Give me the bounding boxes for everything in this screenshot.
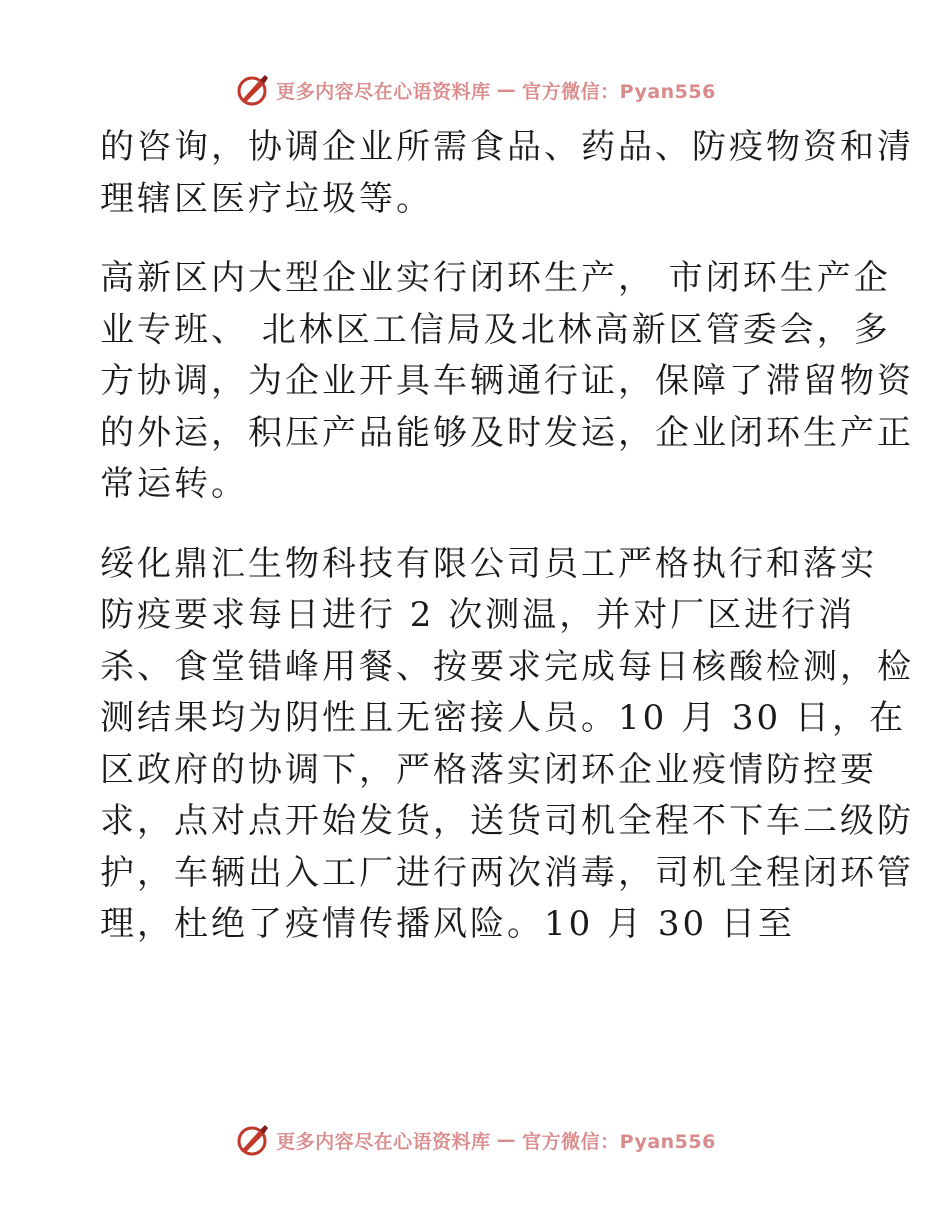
watermark-wechat-text: 官方微信：Pyan556 (522, 1130, 716, 1153)
text-line: 测结果均为阴性且无密接人员。10 月 30 日，在 (100, 698, 906, 738)
text-line: 防疫要求每日进行 2 次测温，并对厂区进行消 (100, 595, 856, 635)
text-line: 区政府的协调下，严格落实闭环企业疫情防控要 (100, 749, 877, 790)
watermark-wechat-text: 官方微信：Pyan556 (522, 80, 716, 103)
text-line: 的咨询，协调企业所需食品、药品、防疫物资和清 (100, 127, 914, 167)
text-line: 常运转。 (100, 464, 248, 504)
header-watermark (0, 70, 950, 110)
footer-watermark (0, 1120, 950, 1160)
pen-logo-icon (234, 1122, 270, 1158)
text-line: 高新区内大型企业实行闭环生产， 市闭环生产企 (100, 258, 891, 298)
watermark-dash: — (496, 1129, 517, 1151)
pen-logo-icon (234, 72, 270, 108)
watermark-main-text: 更多内容尽在心语资料库 (276, 80, 491, 103)
text-line: 业专班、 北林区工信局及北林高新区管委会，多 (100, 309, 891, 350)
text-line: 护，车辆出入工厂进行两次消毒，司机全程闭环管 (100, 852, 914, 893)
document-body (100, 122, 914, 951)
paragraph-1 (100, 122, 914, 225)
watermark-dash: — (496, 79, 517, 101)
text-line: 理辖区医疗垃圾等。 (100, 178, 433, 219)
text-line: 绥化鼎汇生物科技有限公司员工严格执行和落实 (100, 543, 877, 584)
text-line: 的外运，积压产品能够及时发运，企业闭环生产正 (100, 412, 914, 453)
watermark-main-text: 更多内容尽在心语资料库 (276, 1130, 491, 1153)
text-line: 方协调，为企业开具车辆通行证，保障了滞留物资 (100, 361, 914, 401)
text-line: 杀、食堂错峰用餐、按要求完成每日核酸检测，检 (100, 646, 914, 687)
paragraph-2 (100, 253, 914, 511)
text-line: 理，杜绝了疫情传播风险。10 月 30 日至 (100, 904, 795, 944)
text-line: 求，点对点开始发货，送货司机全程不下车二级防 (100, 801, 914, 841)
paragraph-3 (100, 539, 914, 951)
